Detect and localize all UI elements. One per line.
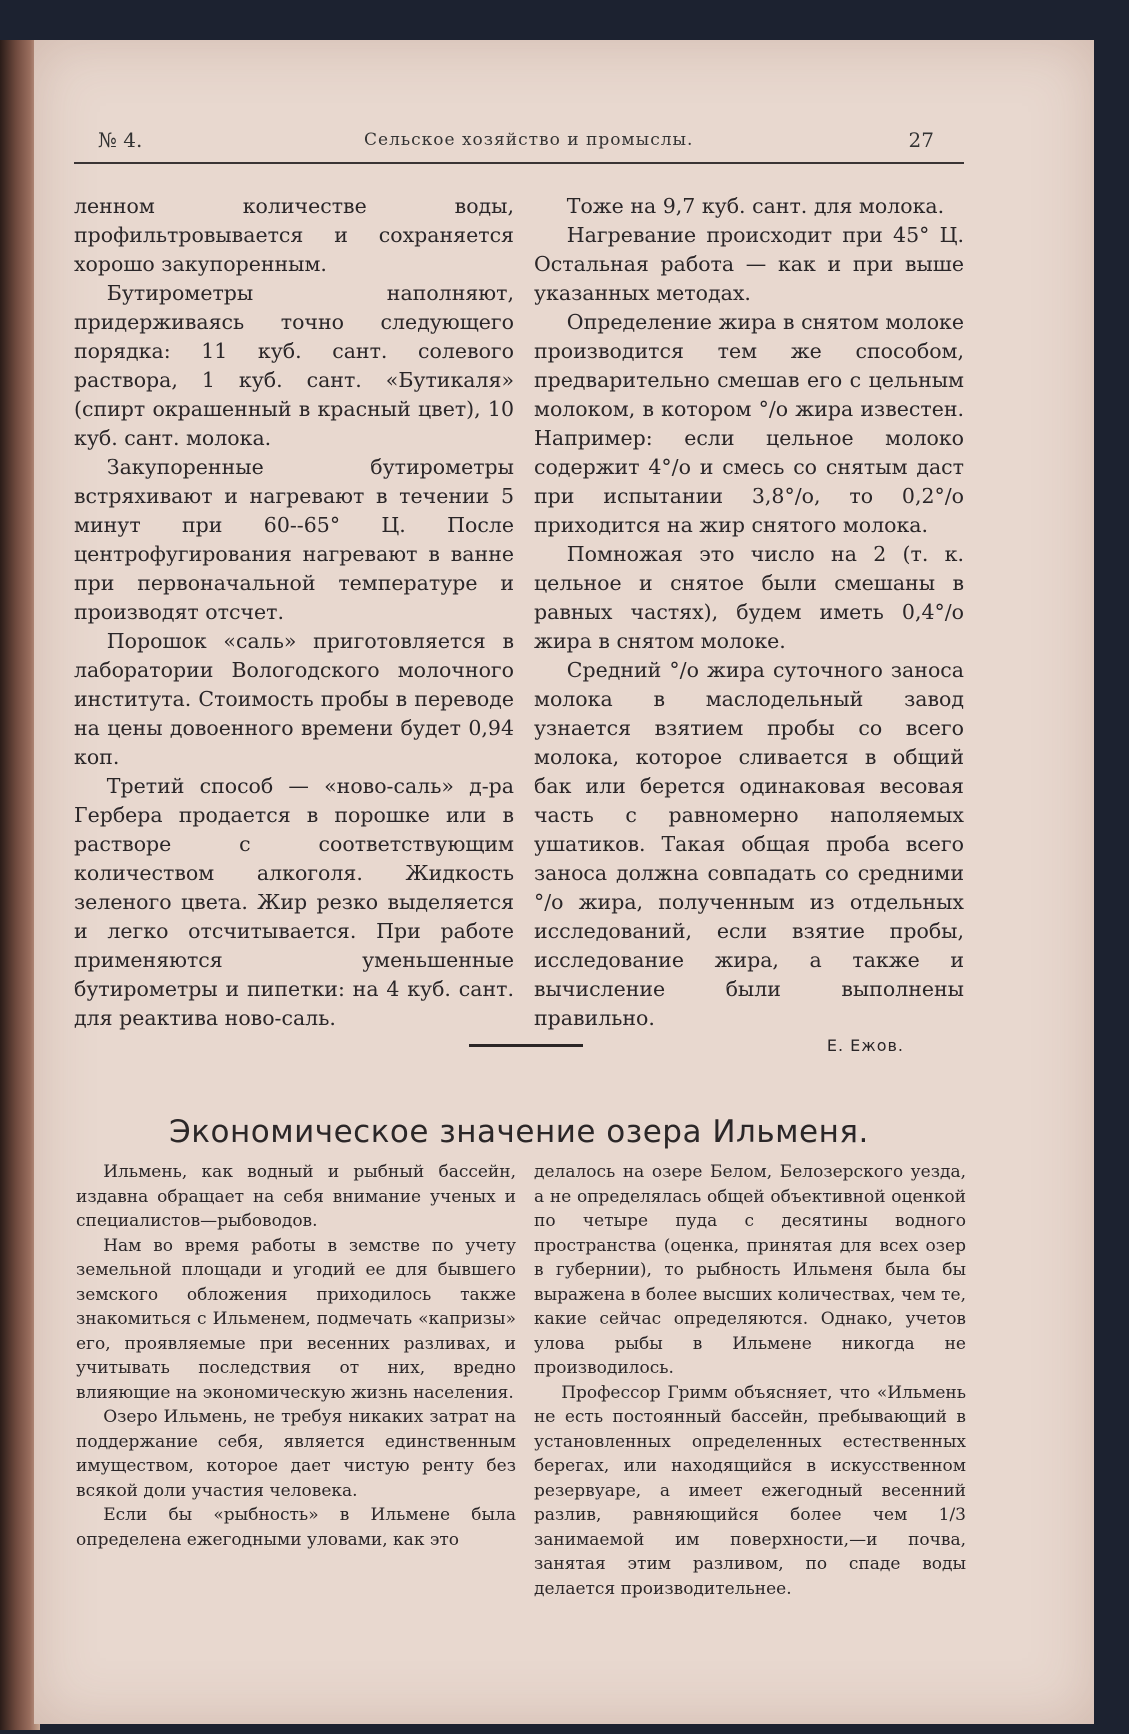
paragraph: Бутирометры наполняют, придерживаясь точно следующего порядка: 11 куб. сант. солевого раствора, 1 куб. сант. «Бутикаля» (спирт окрашенный в красный цвет), 10 куб. сант. молока. bbox=[74, 281, 514, 450]
paragraph: Нагревание происходит при 45° Ц. Остальная работа — как и при выше указанных методах. bbox=[534, 223, 964, 305]
paragraph: Тоже на 9,7 куб. сант. для молока. bbox=[566, 194, 945, 218]
paragraph: Порошок «саль» приготовляется в лаборатории Вологодского молочного института. Стоимость пробы в переводе на цены довоенного времени будет 0,94 коп. bbox=[74, 629, 514, 769]
header-rule bbox=[74, 162, 964, 164]
paragraph: Определение жира в снятом молоке производится тем же способом, предварительно смешав его с цельным молоком, в котором °/o жира известен. Например: если цельное молоко содержит 4°/o и смесь со снятым даст при испытании 3,8°/o, то 0,2°/o приходится на жир снятого молока. bbox=[534, 310, 964, 537]
paragraph: Озеро Ильмень, не требуя никаких затрат на поддержание себя, является единственным имуществом, которое дает чистую ренту без всякой доли участия человека. bbox=[76, 1407, 516, 1501]
paragraph: Помножая это число на 2 (т. к. цельное и снятое были смешаны в равных частях), будем иметь 0,4°/o жира в снятом молоке. bbox=[534, 542, 964, 653]
paragraph: Закупоренные бутирометры встряхивают и нагревают в течении 5 минут при 60--65° Ц. После центрофугирования нагревают в ванне при первоначальной температуре и производят отсчет. bbox=[74, 455, 514, 624]
paragraph: делалось на озере Белом, Белозерского уезда, а не определялась общей объективной оценкой по четыре пуда с десятины водного пространства (оценка, принятая для всех озер в губернии), то рыбность Ильменя была бы выражена в более высших количествах, чем те, какие сейчас определяются. Однако, учетов улова рыбы в Ильмене никогда не производилось. bbox=[534, 1162, 966, 1378]
article2-column-left bbox=[76, 1160, 516, 1552]
paragraph: Средний °/o жира суточного заноса молока в маслодельный завод узнается взятием пробы со всего молока, которое сливается в общий бак или берется одинаковая весовая часть с равномерно наполяемых ушатиков. Такая общая проба всего заноса должна совпадать со средними °/o жира, полученным из отдельных исследований, если взятие пробы, исследование жира, а также и вычисление были выполнены правильно. bbox=[534, 658, 964, 1030]
journal-title: Сельское хозяйство и промыслы. bbox=[364, 130, 694, 150]
paragraph: Если бы «рыбность» в Ильмене была определена ежегодными уловами, как это bbox=[76, 1505, 516, 1550]
paragraph: Профессор Гримм объясняет, что «Ильмень не есть постоянный бассейн, пребывающий в установленных определенных естественных берегах, или находящийся в искусственном резервуаре, а имеет ежегодный весенний разлив, равняющийся более чем 1/3 занимаемой им поверхности,—и почва, занятая этим разливом, по спаде воды делается производительнее. bbox=[534, 1382, 966, 1599]
article2-column-right bbox=[534, 1160, 966, 1601]
author-signature: Е. Ежов. bbox=[826, 1036, 904, 1055]
page bbox=[34, 40, 1094, 1724]
issue-number: № 4. bbox=[98, 128, 143, 152]
paragraph: ленном количестве воды, профильтровывается и сохраняется хорошо закупоренным. bbox=[74, 194, 514, 276]
page-number: 27 bbox=[908, 128, 934, 152]
article-title: Экономическое значение озера Ильменя. bbox=[169, 1113, 869, 1150]
page-header bbox=[74, 128, 964, 158]
paragraph: Нам во время работы в земстве по учету земельной площади и угодий ее для бывшего земского обложения приходилось также знакомиться с Ильменем, подмечать «капризы» его, проявляемые при весенних разливах, и учитывать последствия от них, вредно влияющие на экономическую жизнь населения. bbox=[76, 1235, 516, 1403]
article1-column-right bbox=[534, 192, 964, 1059]
paragraph: Третий способ — «ново-саль» д-ра Гербера продается в порошке или в растворе с соответствующим количеством алкоголя. Жидкость зеленого цвета. Жир резко выделяется и легко отсчитывается. При работе применяются уменьшенные бутирометры и пипетки: на 4 куб. сант. для реактива ново-саль. bbox=[74, 774, 514, 1030]
section-divider bbox=[469, 1044, 583, 1047]
article1-column-left bbox=[74, 192, 514, 1033]
paragraph: Ильмень, как водный и рыбный бассейн, издавна обращает на себя внимание ученых и специалистов—рыбоводов. bbox=[76, 1162, 516, 1231]
